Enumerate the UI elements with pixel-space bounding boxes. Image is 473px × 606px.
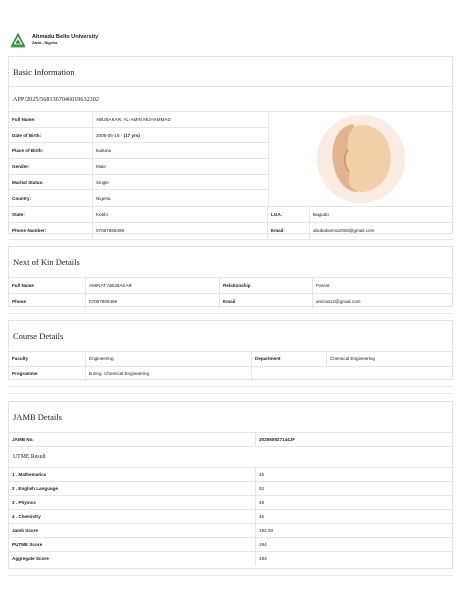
university-name: Ahmadu Bello University [32, 34, 99, 40]
subject-score: 48 [259, 499, 265, 505]
subject-score: 46 [259, 513, 265, 519]
aggregate-score-label: Aggregate Score [9, 552, 256, 566]
university-location: Zaria - Nigeria [32, 41, 58, 45]
date-of-birth-text: 2008-05-16 - [96, 132, 124, 138]
date-of-birth-label: Date of Birth: [9, 128, 93, 143]
gender-label: Gender: [9, 159, 93, 174]
state-label: State: [9, 207, 93, 222]
full-name-label: Full Name: [9, 112, 93, 127]
passport-photo [315, 113, 407, 205]
divider [8, 575, 453, 576]
subject-score: 52 [259, 485, 265, 491]
utme-result-title: UTME Result [9, 447, 452, 468]
jamb-score-value: 192.00 [259, 527, 274, 533]
phone-number-value: 07067869499 [93, 223, 268, 239]
place-of-birth-value: kaduna [96, 148, 112, 154]
kin-phone-label: Phone [9, 294, 86, 310]
place-of-birth-label: Place of Birth: [9, 143, 93, 158]
empty-cell [252, 367, 452, 382]
application-number: APP/2025/5681367046019632302 [9, 87, 452, 112]
programme-label: Programme [9, 367, 86, 382]
kin-phone-value: 07067869499 [86, 294, 220, 310]
next-of-kin-title: Next of Kin Details [9, 247, 452, 278]
programme-value: B.Eng. Chemical Engineering [86, 367, 252, 382]
date-of-birth-value [93, 128, 268, 143]
next-of-kin-card [8, 246, 453, 307]
kin-email-label: Email [220, 294, 313, 310]
full-name-value: ABUBAKAR, AL-AMIN MUHAMMAD [96, 116, 171, 122]
subject-label: 4 . Chemistry [9, 510, 256, 523]
putme-score-label: PUTME Score [9, 538, 256, 551]
university-header [9, 29, 98, 51]
department-value: Chemical Engineering [330, 356, 375, 362]
lga-value: Bagudo [313, 211, 329, 217]
divider [8, 239, 453, 240]
email-label: Email: [268, 223, 310, 239]
age-text: (17 yrs) [123, 132, 140, 138]
kin-full-name-label: Full Name [9, 278, 86, 293]
subject-label: 2 . English Language [9, 482, 256, 495]
jamb-number-label: JAMB No. [9, 433, 256, 446]
photo-cell [269, 112, 452, 206]
kin-full-name-value: AMINAT ABUBAKAR [86, 278, 220, 293]
subject-score: 46 [259, 471, 265, 477]
basic-information-title: Basic Information [9, 57, 452, 87]
jamb-details-card [8, 401, 453, 569]
jamb-number-value: 202550927144JF [259, 436, 296, 442]
kin-relationship-value: Parent [316, 282, 330, 288]
kin-email-value: aminat12@gmail.com [316, 299, 361, 305]
email-value: abubakarma2008@gmail.com [313, 228, 375, 234]
state-value: Kebbi [93, 207, 268, 222]
lga-label: LGA: [268, 207, 310, 222]
faculty-value: Engineering [86, 352, 252, 366]
putme-score-value: 194 [259, 541, 267, 547]
faculty-label: Faculty [9, 352, 86, 366]
university-logo-icon [9, 31, 27, 49]
subject-label: 1 . Mathematics [9, 468, 256, 481]
jamb-score-label: Jamb Score [9, 524, 256, 537]
divider [8, 386, 453, 387]
divider [8, 313, 453, 314]
course-details-card [8, 320, 453, 380]
aggregate-score-value: 193 [259, 556, 267, 561]
jamb-details-title: JAMB Details [9, 402, 452, 433]
phone-number-label: Phone Number: [9, 223, 93, 239]
divider [8, 393, 453, 394]
kin-relationship-label: Relationship [220, 278, 313, 293]
gender-value: Male [96, 163, 106, 169]
country-value: Nigeria [96, 195, 111, 201]
country-label: Country: [9, 190, 93, 206]
subject-label: 3 . Physics [9, 496, 256, 509]
marital-status-label: Marital Status: [9, 175, 93, 190]
basic-information-card [8, 56, 453, 234]
course-details-title: Course Details [9, 321, 452, 352]
marital-status-value: Single [96, 179, 109, 185]
department-label: Department [252, 352, 327, 366]
